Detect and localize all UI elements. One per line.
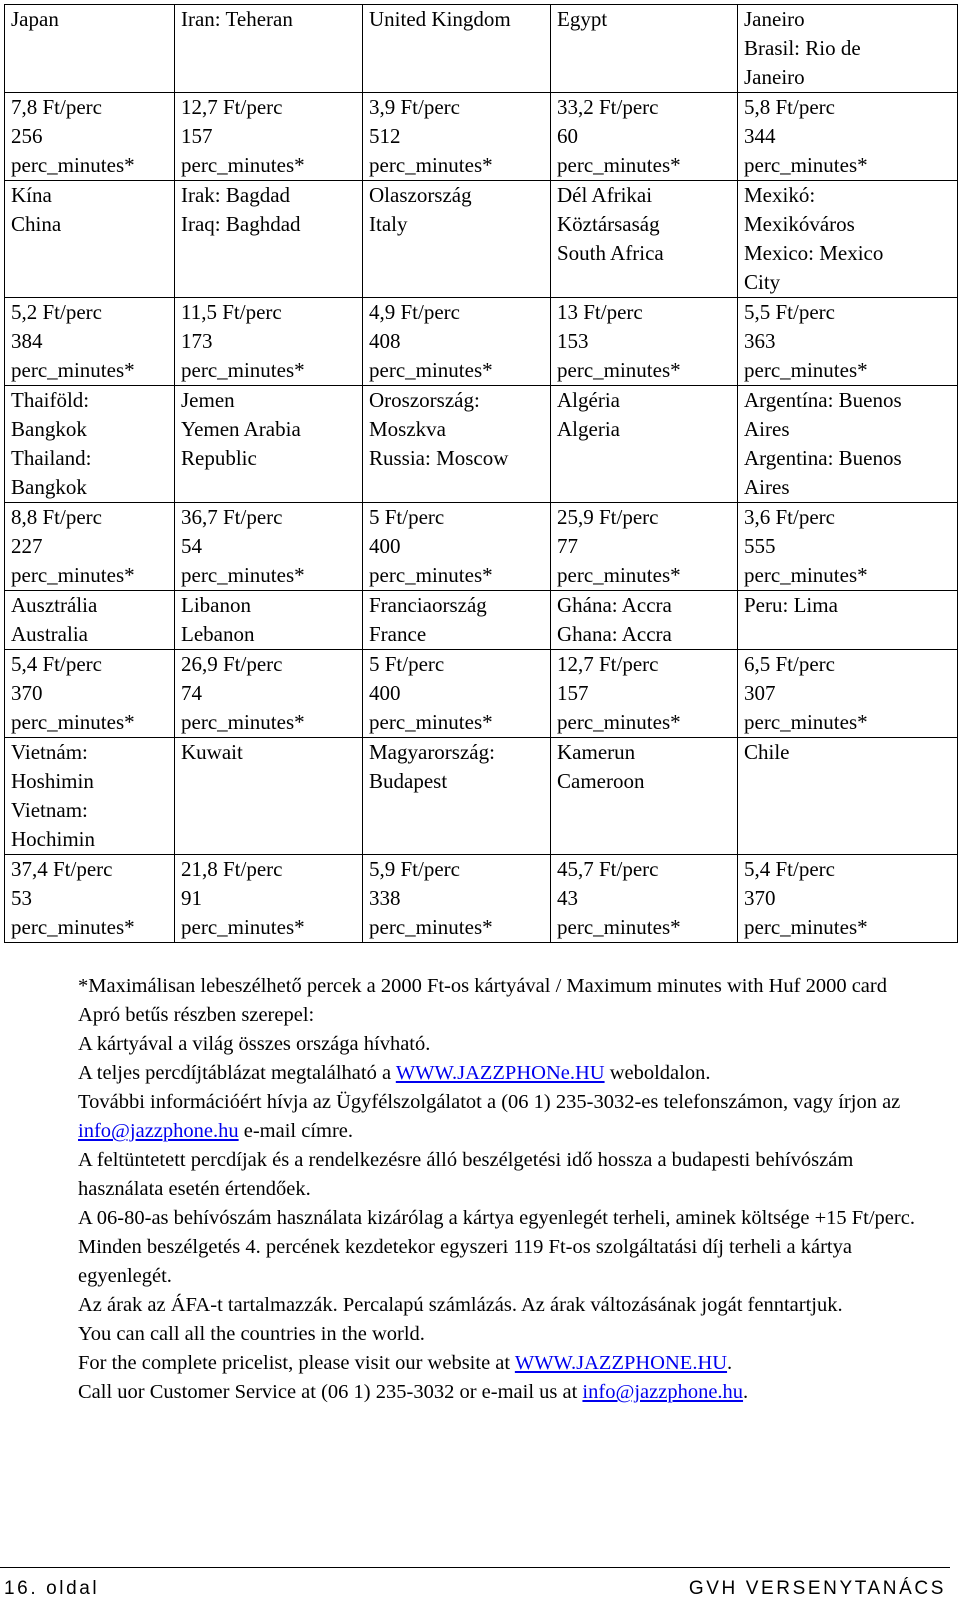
service-fee-note: Minden beszélgetés 4. percének kezdetekor egyszeri 119 Ft-os szolgáltatási díj terheli a kártya egyenlegét.: [78, 1236, 852, 1287]
price-line: 36,7 Ft/perc: [181, 505, 283, 529]
price-line: 153: [557, 329, 589, 353]
price-cell: [551, 503, 738, 591]
price-cell: [551, 93, 738, 181]
price-line: perc_minutes*: [11, 153, 135, 177]
country-line: Oroszország:: [369, 388, 480, 412]
country-line: Argentina: Buenos: [744, 446, 902, 470]
header-cell: [5, 5, 175, 93]
country-line: Ausztrália: [11, 593, 98, 617]
price-line: 12,7 Ft/perc: [181, 95, 283, 119]
price-cell: [363, 855, 551, 943]
price-line: 12,7 Ft/perc: [557, 652, 659, 676]
price-line: 5,9 Ft/perc: [369, 857, 460, 881]
header-cell: [175, 5, 363, 93]
price-line: 13 Ft/perc: [557, 300, 643, 324]
price-cell: [175, 503, 363, 591]
price-cell: [363, 298, 551, 386]
header-label: Egypt: [557, 7, 608, 31]
header-label: Japan: [11, 7, 59, 31]
country-line: Algeria: [557, 417, 620, 441]
header-cell: [363, 5, 551, 93]
info-hu-text: További információért hívja az Ügyfélszolgálatot a (06 1) 235-3032-es telefonszámon, vagy írjon az: [78, 1091, 901, 1113]
country-line: Vietnám:: [11, 740, 88, 764]
price-line: 3,9 Ft/perc: [369, 95, 460, 119]
pricelist-hu: [78, 1059, 938, 1088]
price-line: 5,8 Ft/perc: [744, 95, 835, 119]
price-line: 157: [557, 681, 589, 705]
country-line: Vietnam:: [11, 798, 88, 822]
price-cell: [738, 93, 958, 181]
country-line: China: [11, 212, 62, 236]
price-row: [5, 855, 958, 943]
country-line: Italy: [369, 212, 408, 236]
country-line: Olaszország: [369, 183, 472, 207]
price-line: 5,2 Ft/perc: [11, 300, 102, 324]
email-link[interactable]: info@jazzphone.hu: [78, 1120, 239, 1142]
price-line: perc_minutes*: [744, 358, 868, 382]
pricelist-en-suffix: .: [727, 1352, 733, 1374]
price-line: 400: [369, 534, 401, 558]
price-line: 5,5 Ft/perc: [744, 300, 835, 324]
website-link[interactable]: WWW.JAZZPHONe.HU: [395, 1062, 605, 1084]
country-line: Bangkok: [11, 475, 87, 499]
price-line: 37,4 Ft/perc: [11, 857, 113, 881]
price-cell: [5, 93, 175, 181]
price-line: perc_minutes*: [369, 915, 493, 939]
publisher-name: GVH VERSENYTANÁCS: [688, 1578, 946, 1599]
country-line: France: [369, 622, 427, 646]
country-line: Magyarország:: [369, 740, 495, 764]
country-line: Mexikóváros: [744, 212, 855, 236]
country-line: Köztársaság: [557, 212, 660, 236]
price-cell: [363, 503, 551, 591]
country-cell: [5, 738, 175, 855]
country-cell: [551, 386, 738, 503]
header-cell: [551, 5, 738, 93]
price-line: perc_minutes*: [744, 710, 868, 734]
price-line: 21,8 Ft/perc: [181, 857, 283, 881]
notes-section: [78, 972, 938, 1407]
price-line: 54: [181, 534, 202, 558]
country-line: Peru: Lima: [744, 593, 838, 617]
country-line: Jemen: [181, 388, 235, 412]
price-line: 6,5 Ft/perc: [744, 652, 835, 676]
country-row: [5, 591, 958, 650]
country-line: Hoshimin: [11, 769, 94, 793]
price-cell: [5, 855, 175, 943]
price-line: perc_minutes*: [11, 358, 135, 382]
country-line: Australia: [11, 622, 88, 646]
customer-en-text: Call uor Customer Service at (06 1) 235-3032 or e-mail us at: [78, 1381, 583, 1403]
country-cell: [738, 591, 958, 650]
price-line: 53: [11, 886, 32, 910]
price-line: 5,4 Ft/perc: [744, 857, 835, 881]
country-line: Yemen Arabia: [181, 417, 301, 441]
price-cell: [5, 650, 175, 738]
price-line: perc_minutes*: [181, 915, 305, 939]
price-line: 5 Ft/perc: [369, 652, 445, 676]
price-line: perc_minutes*: [369, 358, 493, 382]
price-line: perc_minutes*: [557, 563, 681, 587]
customer-en-suffix: .: [743, 1381, 749, 1403]
price-line: perc_minutes*: [181, 710, 305, 734]
price-cell: [175, 855, 363, 943]
country-line: Algéria: [557, 388, 620, 412]
price-line: 74: [181, 681, 202, 705]
price-line: 512: [369, 124, 401, 148]
price-line: 227: [11, 534, 43, 558]
table-header-row: [5, 5, 958, 93]
country-line: Libanon: [181, 593, 251, 617]
pricelist-en-text: For the complete pricelist, please visit our website at: [78, 1352, 515, 1374]
dial-0680-note: A 06-80-as behívószám használata kizárólag a kártya egyenlegét terheli, aminek költsége +15 Ft/perc.: [78, 1207, 915, 1229]
country-cell: [5, 181, 175, 298]
price-line: 8,8 Ft/perc: [11, 505, 102, 529]
country-row: [5, 181, 958, 298]
price-line: 11,5 Ft/perc: [181, 300, 282, 324]
country-line: Budapest: [369, 769, 448, 793]
price-line: perc_minutes*: [369, 563, 493, 587]
price-line: 370: [11, 681, 43, 705]
country-cell: [175, 738, 363, 855]
pricelist-en: [78, 1349, 938, 1378]
price-line: 555: [744, 534, 776, 558]
rate-table: [4, 4, 958, 943]
rates-budapest-note: A feltüntetett percdíjak és a rendelkezésre álló beszélgetési idő hossza a budapesti behívószám használata esetén értendőek.: [78, 1149, 854, 1200]
price-line: 77: [557, 534, 578, 558]
country-cell: [551, 181, 738, 298]
pricelist-hu-text: A teljes percdíjtáblázat megtalálható a: [78, 1062, 396, 1084]
country-cell: [738, 738, 958, 855]
country-line: Hochimin: [11, 827, 95, 851]
price-line: 26,9 Ft/perc: [181, 652, 283, 676]
price-cell: [5, 503, 175, 591]
info-hu-suffix: e-mail címre.: [238, 1120, 354, 1142]
vat-note: Az árak az ÁFA-t tartalmazzák. Percalapú számlázás. Az árak változásának jogát fenntartjuk.: [78, 1294, 843, 1316]
header-label: United Kingdom: [369, 7, 511, 31]
max-minutes-note: *Maximálisan lebeszélhető percek a 2000 Ft-os kártyával / Maximum minutes with Huf 2000 card: [78, 975, 887, 997]
header-label: Janeiro Brasil: Rio de Janeiro: [744, 7, 861, 89]
info-hu: [78, 1088, 938, 1146]
country-line: Mexikó:: [744, 183, 816, 207]
price-line: perc_minutes*: [181, 563, 305, 587]
country-cell: [5, 591, 175, 650]
all-countries-en: You can call all the countries in the world.: [78, 1323, 425, 1345]
country-cell: [551, 738, 738, 855]
country-cell: [5, 386, 175, 503]
price-line: 363: [744, 329, 776, 353]
rate-table-body: [5, 5, 958, 943]
price-line: perc_minutes*: [557, 153, 681, 177]
price-row: [5, 93, 958, 181]
price-row: [5, 650, 958, 738]
country-cell: [175, 386, 363, 503]
price-line: perc_minutes*: [11, 915, 135, 939]
country-line: City: [744, 270, 781, 294]
price-cell: [551, 855, 738, 943]
price-line: perc_minutes*: [744, 153, 868, 177]
price-line: 4,9 Ft/perc: [369, 300, 460, 324]
country-line: Aires: [744, 417, 790, 441]
price-line: 400: [369, 681, 401, 705]
country-line: Republic: [181, 446, 257, 470]
country-line: Dél Afrikai: [557, 183, 653, 207]
price-row: [5, 298, 958, 386]
country-line: Ghána: Accra: [557, 593, 672, 617]
country-line: Kamerun: [557, 740, 636, 764]
country-line: Irak: Bagdad: [181, 183, 291, 207]
country-line: Cameroon: [557, 769, 645, 793]
country-line: Bangkok: [11, 417, 87, 441]
price-line: 60: [557, 124, 578, 148]
price-line: 344: [744, 124, 776, 148]
price-cell: [175, 650, 363, 738]
price-line: 43: [557, 886, 578, 910]
country-row: [5, 738, 958, 855]
price-line: 45,7 Ft/perc: [557, 857, 659, 881]
price-cell: [738, 855, 958, 943]
price-line: 256: [11, 124, 43, 148]
header-label: Iran: Teheran: [181, 7, 293, 31]
country-line: Russia: Moscow: [369, 446, 509, 470]
all-countries-hu: A kártyával a világ összes országa hívható.: [78, 1033, 431, 1055]
country-line: Thaiföld:: [11, 388, 90, 412]
price-line: perc_minutes*: [181, 358, 305, 382]
price-row: [5, 503, 958, 591]
country-cell: [363, 181, 551, 298]
country-line: South Africa: [557, 241, 664, 265]
price-line: 5,4 Ft/perc: [11, 652, 102, 676]
country-line: Aires: [744, 475, 790, 499]
price-line: 408: [369, 329, 401, 353]
price-line: 33,2 Ft/perc: [557, 95, 659, 119]
country-line: Thailand:: [11, 446, 92, 470]
price-cell: [363, 650, 551, 738]
country-cell: [738, 386, 958, 503]
price-line: perc_minutes*: [369, 710, 493, 734]
price-line: 384: [11, 329, 43, 353]
price-cell: [738, 298, 958, 386]
pricelist-hu-suffix: weboldalon.: [604, 1062, 711, 1084]
price-line: perc_minutes*: [11, 563, 135, 587]
price-line: 3,6 Ft/perc: [744, 505, 835, 529]
price-line: perc_minutes*: [369, 153, 493, 177]
price-cell: [175, 298, 363, 386]
country-cell: [363, 591, 551, 650]
price-line: perc_minutes*: [181, 153, 305, 177]
price-line: perc_minutes*: [744, 563, 868, 587]
price-cell: [738, 503, 958, 591]
price-line: 173: [181, 329, 213, 353]
price-line: 157: [181, 124, 213, 148]
country-cell: [363, 738, 551, 855]
price-line: perc_minutes*: [557, 358, 681, 382]
country-line: Franciaország: [369, 593, 487, 617]
price-line: 338: [369, 886, 401, 910]
country-row: [5, 386, 958, 503]
price-cell: [551, 298, 738, 386]
price-line: 307: [744, 681, 776, 705]
price-line: perc_minutes*: [11, 710, 135, 734]
price-line: perc_minutes*: [557, 915, 681, 939]
country-cell: [175, 591, 363, 650]
country-line: Kína: [11, 183, 52, 207]
price-line: 25,9 Ft/perc: [557, 505, 659, 529]
price-line: 7,8 Ft/perc: [11, 95, 102, 119]
country-line: Moszkva: [369, 417, 446, 441]
price-line: 5 Ft/perc: [369, 505, 445, 529]
price-line: 91: [181, 886, 202, 910]
country-cell: [551, 591, 738, 650]
country-cell: [363, 386, 551, 503]
country-line: Ghana: Accra: [557, 622, 672, 646]
price-cell: [363, 93, 551, 181]
country-cell: [738, 181, 958, 298]
country-line: Lebanon: [181, 622, 255, 646]
country-line: Mexico: Mexico: [744, 241, 884, 265]
small-print-intro: Apró betűs részben szerepel:: [78, 1004, 315, 1026]
price-cell: [551, 650, 738, 738]
country-line: Iraq: Baghdad: [181, 212, 301, 236]
website-link[interactable]: WWW.JAZZPHONE.HU: [514, 1352, 728, 1374]
price-cell: [5, 298, 175, 386]
country-cell: [175, 181, 363, 298]
country-line: Chile: [744, 740, 790, 764]
footer-divider: [0, 1567, 950, 1568]
price-line: perc_minutes*: [744, 915, 868, 939]
price-cell: [738, 650, 958, 738]
country-line: Kuwait: [181, 740, 243, 764]
price-cell: [175, 93, 363, 181]
price-line: perc_minutes*: [557, 710, 681, 734]
country-line: Argentína: Buenos: [744, 388, 902, 412]
price-line: 370: [744, 886, 776, 910]
header-cell: [738, 5, 958, 93]
page-number: 16. oldal: [4, 1578, 100, 1599]
email-link[interactable]: info@jazzphone.hu: [582, 1381, 744, 1403]
customer-service-en: [78, 1378, 938, 1407]
